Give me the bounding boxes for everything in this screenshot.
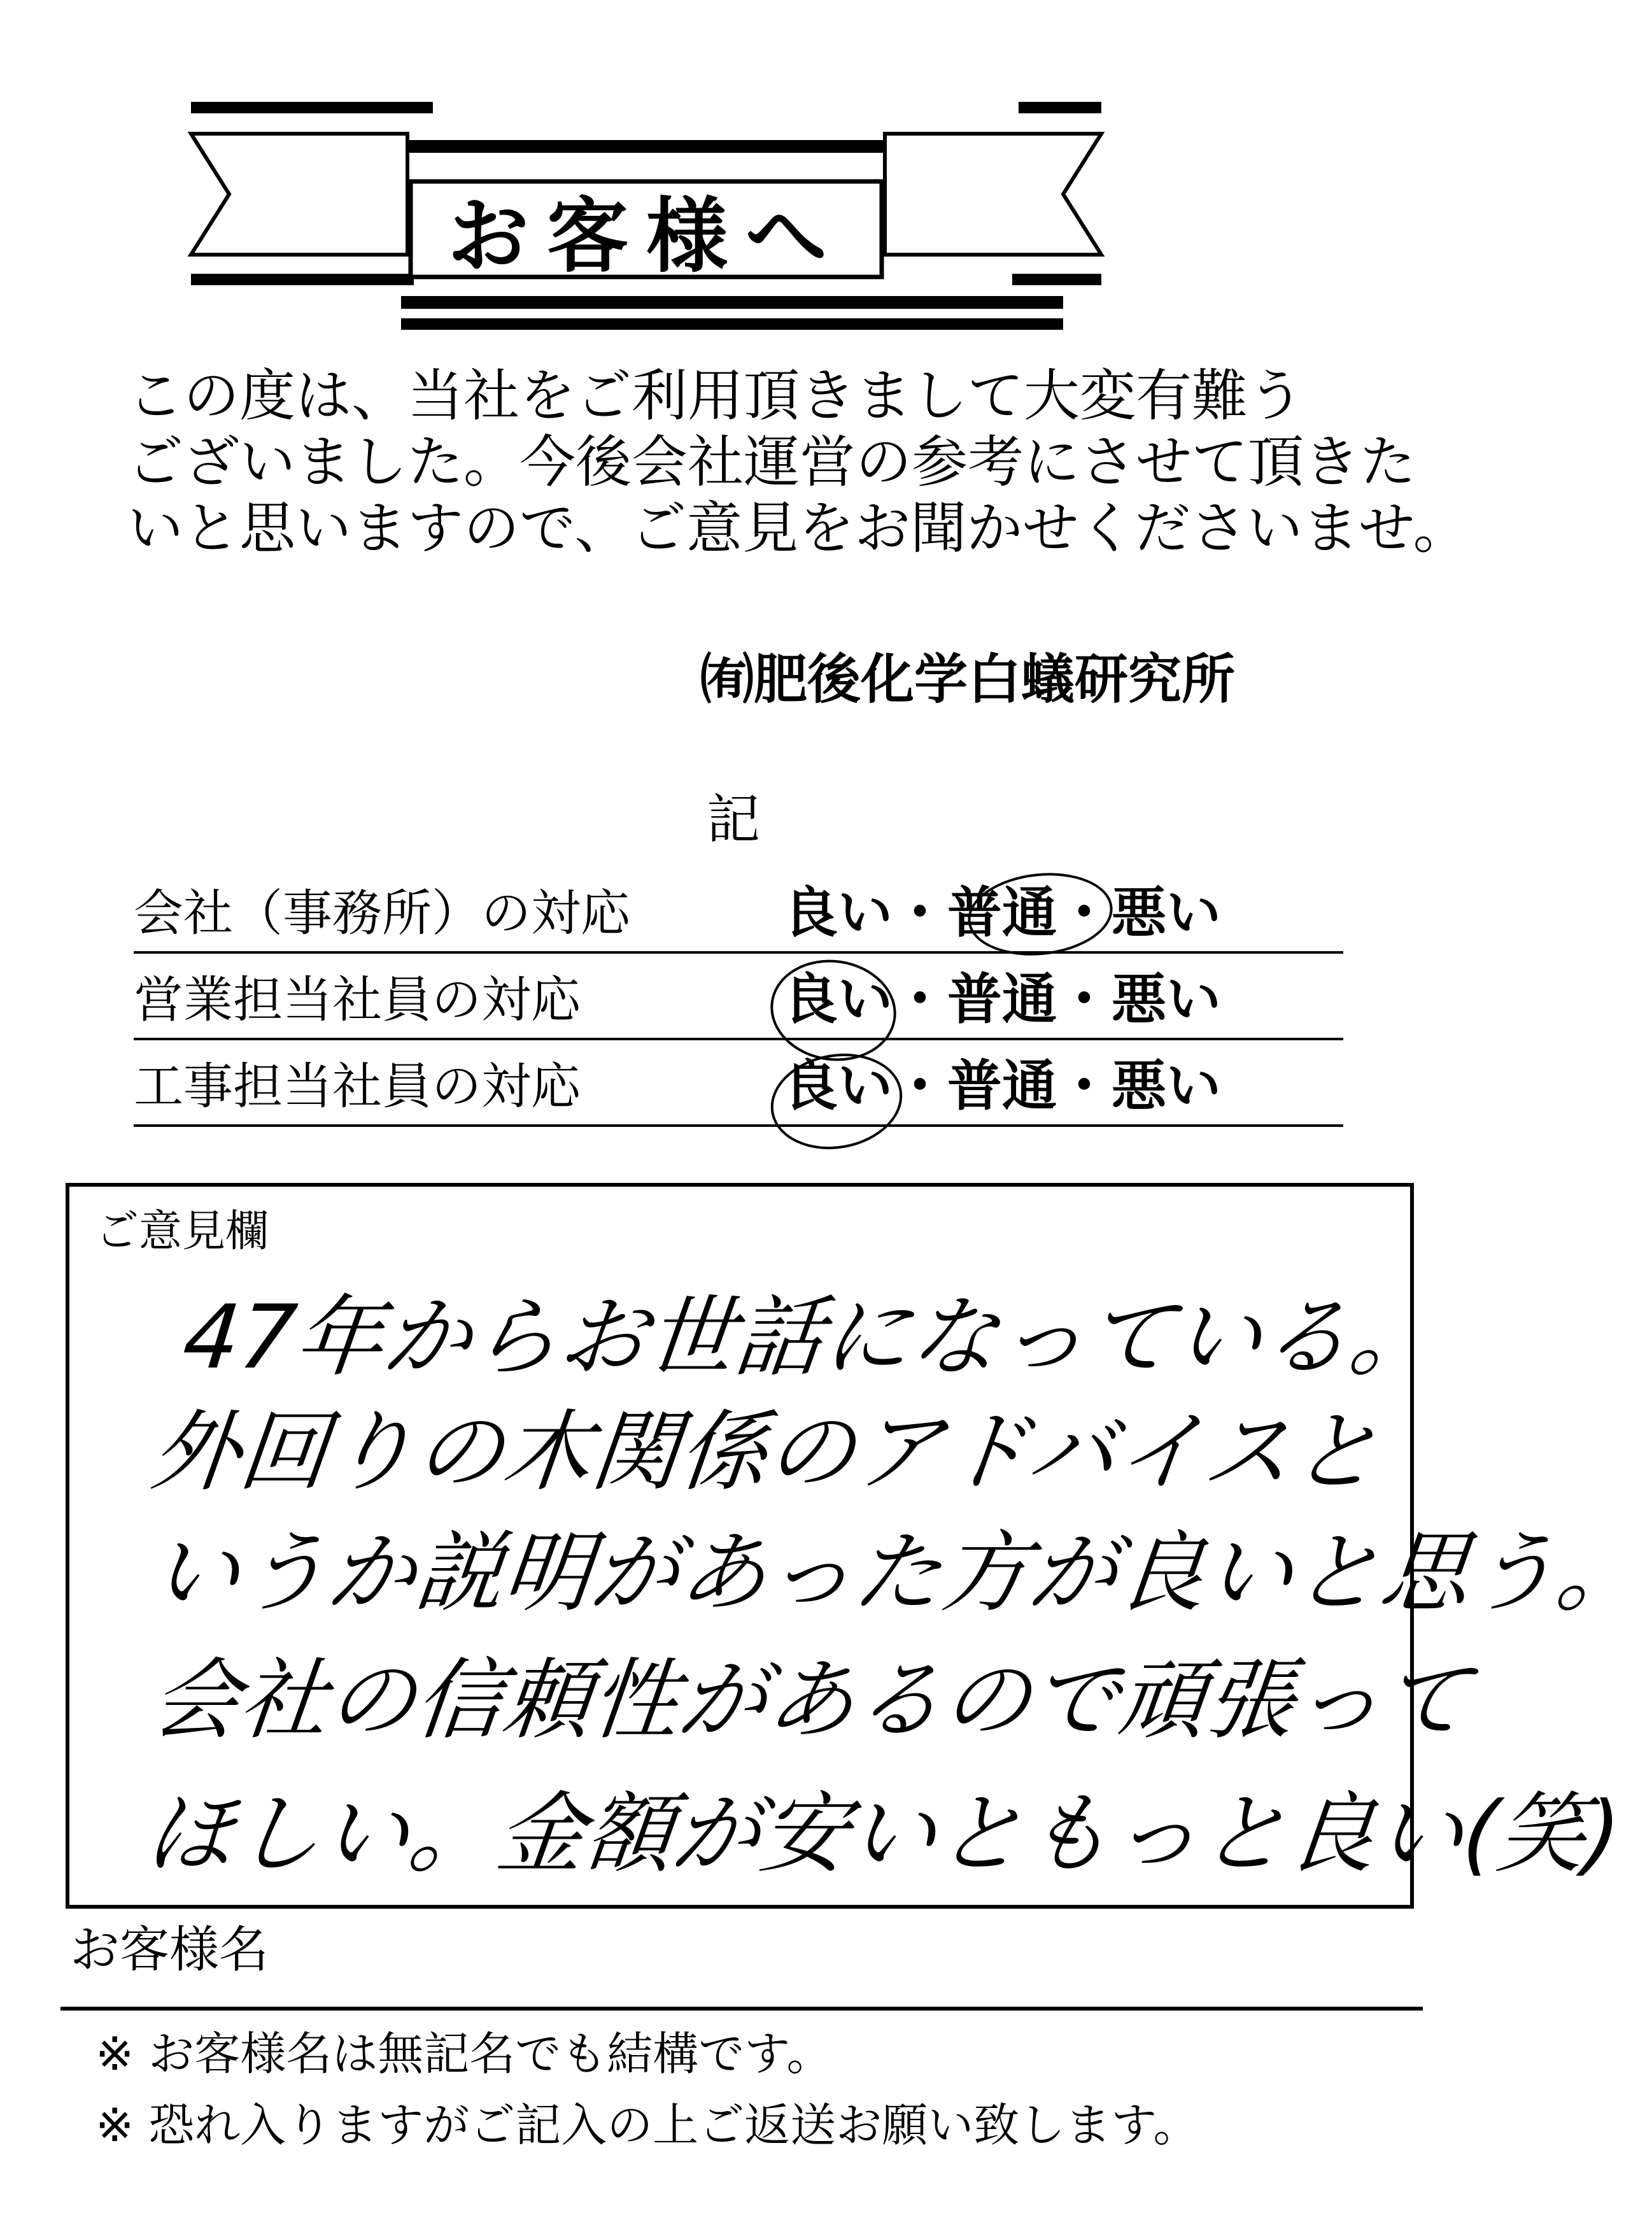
rating-question: 工事担当社員の対応 [134, 1058, 581, 1115]
separator-dot: ・ [893, 881, 947, 945]
intro-line: この度は、当社をご利用頂きまして大変有難う [127, 363, 1304, 428]
separator-dot: ・ [1057, 1054, 1112, 1118]
title-banner [191, 102, 1101, 331]
separator-dot: ・ [1057, 881, 1112, 945]
option-bad[interactable]: 悪い [1112, 881, 1221, 945]
footnote: ※ 恐れ入りますがご記入の上ご返送お願い致します。 [95, 2098, 1199, 2152]
option-bad[interactable]: 悪い [1112, 968, 1221, 1031]
title-box [411, 181, 882, 284]
company-name: ㈲肥後化学白蟻研究所 [700, 648, 1236, 711]
handwritten-comment-line: 47年からお世話になっている。 [178, 1286, 1443, 1389]
page-title: お客様へ [447, 188, 845, 284]
option-normal[interactable]: 普通 [947, 1054, 1057, 1118]
rating-question: 営業担当社員の対応 [134, 972, 581, 1029]
option-good[interactable]: 良い [783, 1054, 893, 1118]
handwritten-comment-line: 外回りの木関係のアドバイスと [146, 1401, 1385, 1503]
intro-line: いと思いますので、ご意見をお聞かせくださいませ。 [127, 495, 1469, 561]
handwritten-comment-line: 会社の信頼性があるので頑張って [146, 1649, 1476, 1751]
option-normal[interactable]: 普通 [947, 968, 1057, 1031]
comment-label: ご意見欄 [95, 1206, 269, 1257]
row-divider [134, 1124, 1343, 1127]
handwritten-comment-line: ほしい。金額が安いともっと良い(笑) [140, 1783, 1625, 1885]
handwritten-comment-line: いうか説明があった方が良いと思う。 [146, 1522, 1650, 1624]
option-bad[interactable]: 悪い [1112, 1054, 1221, 1118]
separator-dot: ・ [1057, 968, 1112, 1031]
footnote: ※ お客様名は無記名でも結構です。 [95, 2027, 833, 2081]
rating-row-sales [134, 954, 1343, 1040]
option-normal[interactable]: 普通 [947, 881, 1057, 945]
option-good[interactable]: 良い [783, 968, 893, 1031]
separator-dot: ・ [893, 968, 947, 1031]
rating-row-construction [134, 1040, 1343, 1127]
separator-dot: ・ [893, 1054, 947, 1118]
rating-row-office [134, 867, 1343, 954]
rating-question: 会社（事務所）の対応 [134, 885, 631, 942]
intro-line: ございました。今後会社運営の参考にさせて頂きた [127, 429, 1416, 495]
ki-heading: 記 [707, 788, 761, 851]
footnotes [95, 2018, 1199, 2161]
customer-name-line[interactable] [60, 2007, 1423, 2011]
option-good[interactable]: 良い [783, 881, 893, 945]
customer-name-label: お客様名 [70, 1921, 269, 1979]
intro-paragraph [127, 363, 1469, 562]
